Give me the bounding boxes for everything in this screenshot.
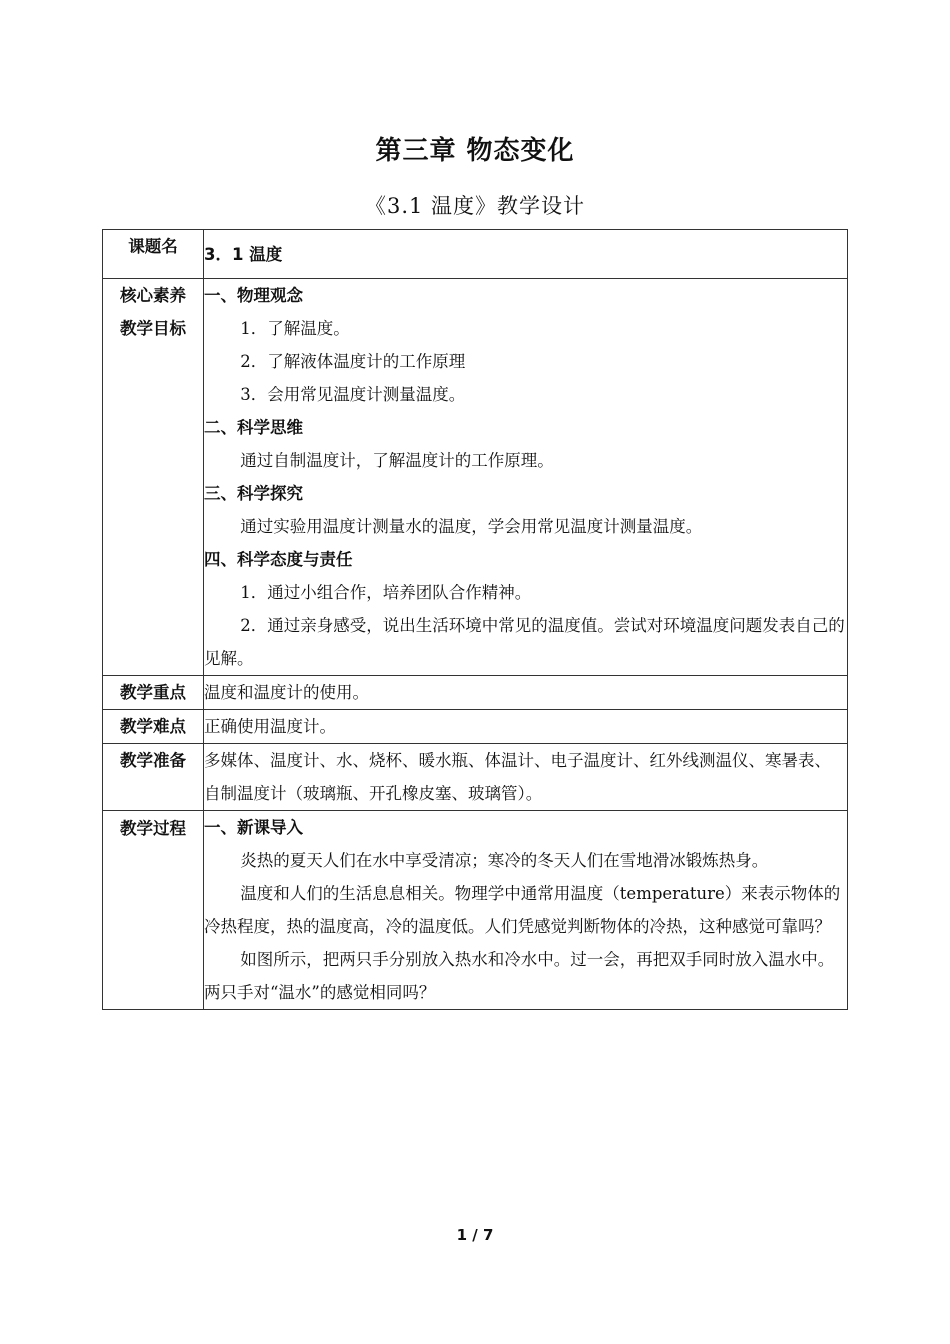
- difficulty-value: 正确使用温度计。: [204, 710, 848, 744]
- goal-item: 2．通过亲身感受，说出生活环境中常见的温度值。尝试对环境温度问题发表自己的见解。: [204, 616, 845, 668]
- row-lesson-name: [103, 230, 848, 279]
- row-core-goals: [103, 279, 848, 676]
- core-goals-label: [103, 279, 204, 676]
- goal-item: 通过实验用温度计测量水的温度，学会用常见温度计测量温度。: [240, 517, 703, 536]
- core-goals-label-line1: 核心素养: [120, 286, 186, 305]
- goal-item: 3．会用常见温度计测量温度。: [240, 385, 466, 404]
- goal-heading-attitude-responsibility: 四、科学态度与责任: [204, 550, 353, 569]
- document-title: 《3.1 温度》教学设计: [364, 194, 586, 218]
- process-content: [204, 811, 848, 1010]
- row-process: [103, 811, 848, 1010]
- lesson-name-label: 课题名: [103, 230, 204, 279]
- goal-heading-physics-concept: 一、物理观念: [204, 286, 303, 305]
- process-paragraph: 如图所示，把两只手分别放入热水和冷水中。过一会，再把双手同时放入温水中。两只手对“温水”的感觉相同吗？: [204, 950, 835, 1002]
- goal-item: 通过自制温度计，了解温度计的工作原理。: [240, 451, 554, 470]
- process-label: 教学过程: [103, 811, 204, 1010]
- process-heading-intro: 一、新课导入: [204, 818, 303, 837]
- goal-item: 1．通过小组合作，培养团队合作精神。: [240, 583, 532, 602]
- difficulty-label: 教学难点: [103, 710, 204, 744]
- key-points-value: 温度和温度计的使用。: [204, 676, 848, 710]
- row-difficulty: [103, 710, 848, 744]
- core-goals-label-line2: 教学目标: [120, 319, 186, 338]
- chapter-title: 第三章 物态变化: [375, 136, 575, 166]
- row-preparation: [103, 744, 848, 811]
- goal-item: 1．了解温度。: [240, 319, 350, 338]
- process-paragraph: 炎热的夏天人们在水中享受清凉；寒冷的冬天人们在雪地滑冰锻炼热身。: [240, 851, 769, 870]
- lesson-plan-table: [102, 229, 848, 1010]
- row-key-points: [103, 676, 848, 710]
- goal-item: 2．了解液体温度计的工作原理: [240, 352, 466, 371]
- lesson-name-value: 3．1 温度: [204, 230, 848, 279]
- core-goals-content: [204, 279, 848, 676]
- goal-heading-scientific-inquiry: 三、科学探究: [204, 484, 303, 503]
- preparation-value: 多媒体、温度计、水、烧杯、暖水瓶、体温计、电子温度计、红外线测温仪、寒暑表、自制温度计（玻璃瓶、开孔橡皮塞、玻璃管）。: [204, 744, 848, 811]
- goal-heading-scientific-thinking: 二、科学思维: [204, 418, 303, 437]
- process-paragraph: 温度和人们的生活息息相关。物理学中通常用温度（temperature）来表示物体的冷热程度，热的温度高，冷的温度低。人们凭感觉判断物体的冷热，这种感觉可靠吗？: [204, 884, 841, 936]
- key-points-label: 教学重点: [103, 676, 204, 710]
- preparation-label: 教学准备: [103, 744, 204, 811]
- page-number: 1 / 7: [456, 1226, 494, 1244]
